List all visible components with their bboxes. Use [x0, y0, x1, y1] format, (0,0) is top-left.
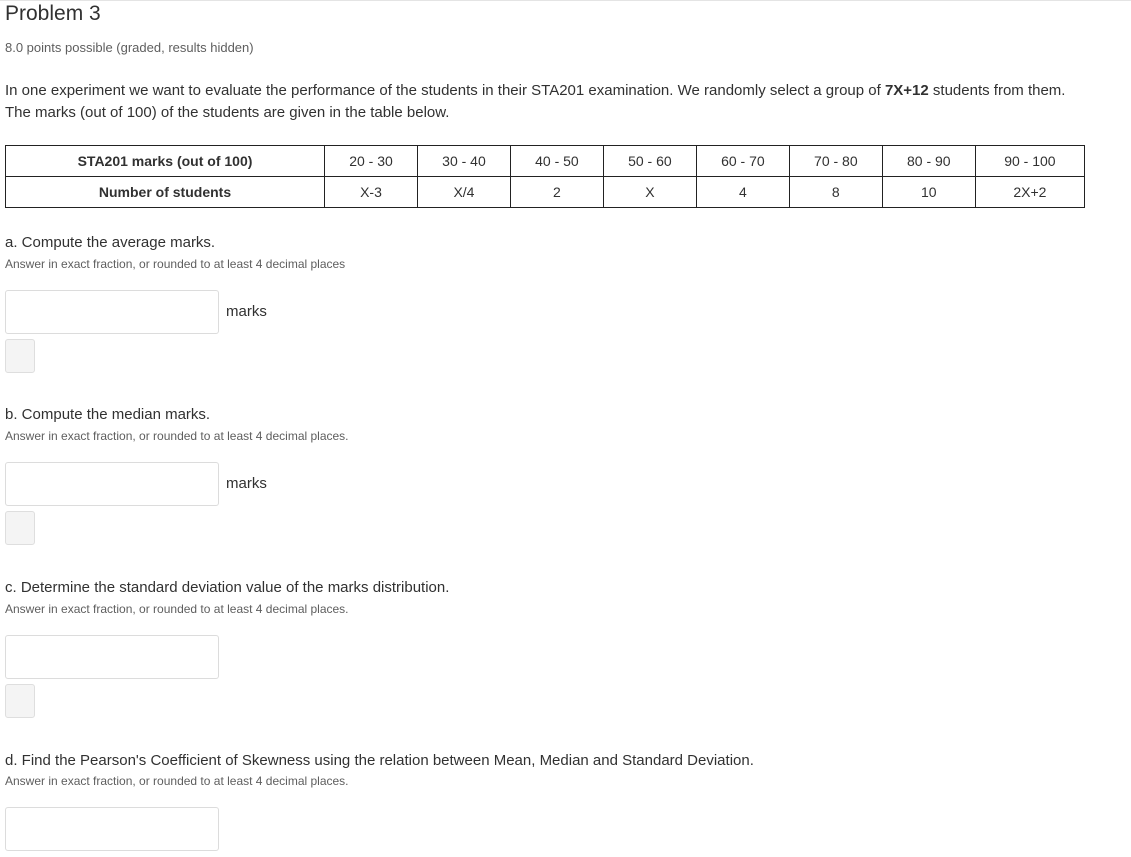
table-row-ranges [6, 146, 1085, 177]
part-b-question: b. Compute the median marks. [5, 406, 211, 423]
problem-intro [5, 80, 1095, 124]
part-d-question: d. Find the Pearson's Coefficient of Skewness using the relation between Mean, Median and Standard Deviation. [5, 752, 754, 769]
range-cell: 90 - 100 [975, 146, 1084, 177]
range-cell: 70 - 80 [789, 146, 882, 177]
range-cell: 80 - 90 [882, 146, 975, 177]
range-cell: 40 - 50 [510, 146, 603, 177]
marks-table [5, 145, 1085, 208]
part-c-question: c. Determine the standard deviation value of the marks distribution. [5, 579, 450, 596]
range-cell: 50 - 60 [603, 146, 696, 177]
top-divider [0, 0, 1131, 1]
intro-group-size: 7X+12 [884, 82, 929, 99]
count-cell: X [603, 177, 696, 208]
part-a-answer-input[interactable] [5, 290, 219, 334]
count-cell: 8 [789, 177, 882, 208]
table-header-marks: STA201 marks (out of 100) [6, 146, 325, 177]
table-row-counts [6, 177, 1085, 208]
part-d-answer-input[interactable] [5, 807, 219, 851]
count-cell: 10 [882, 177, 975, 208]
range-cell: 30 - 40 [417, 146, 510, 177]
range-cell: 20 - 30 [325, 146, 418, 177]
part-a-status-box[interactable] [5, 339, 35, 373]
part-b-hint: Answer in exact fraction, or rounded to at least 4 decimal places. [5, 429, 349, 443]
count-cell: 2 [510, 177, 603, 208]
part-b-status-box[interactable] [5, 511, 35, 545]
table-header-students: Number of students [6, 177, 325, 208]
part-c-hint: Answer in exact fraction, or rounded to at least 4 decimal places. [5, 602, 349, 616]
count-cell: X/4 [417, 177, 510, 208]
intro-text-end: students from them. The marks (out of 100) of the students are given in the table below. [5, 82, 1066, 121]
count-cell: X-3 [325, 177, 418, 208]
part-d-hint: Answer in exact fraction, or rounded to at least 4 decimal places. [5, 774, 349, 788]
part-c-answer-input[interactable] [5, 635, 219, 679]
part-b-unit: marks [226, 475, 267, 492]
intro-text-start: In one experiment we want to evaluate the performance of the students in their STA201 examination. We randomly select a group of [5, 82, 885, 99]
part-a-hint: Answer in exact fraction, or rounded to at least 4 decimal places [5, 257, 346, 271]
part-a-question: a. Compute the average marks. [5, 234, 216, 251]
count-cell: 4 [696, 177, 789, 208]
points-info: 8.0 points possible (graded, results hidden) [5, 40, 254, 55]
part-b-answer-input[interactable] [5, 462, 219, 506]
part-a-unit: marks [226, 303, 267, 320]
part-c-status-box[interactable] [5, 684, 35, 718]
problem-title: Problem 3 [5, 2, 101, 25]
count-cell: 2X+2 [975, 177, 1084, 208]
range-cell: 60 - 70 [696, 146, 789, 177]
